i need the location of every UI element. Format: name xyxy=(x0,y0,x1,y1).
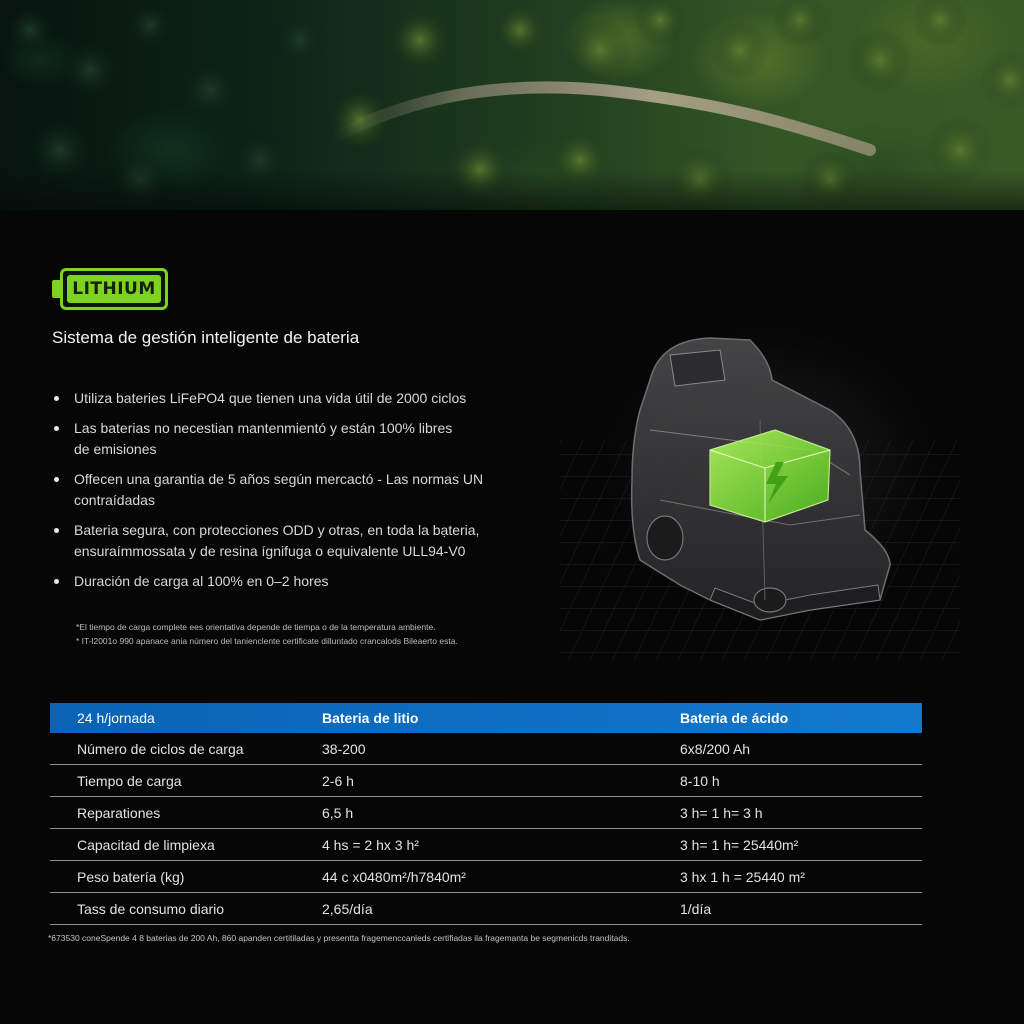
bullet-dot-icon xyxy=(54,396,59,401)
table-cell: 2-6 h xyxy=(322,772,354,789)
scrubber-machine-illustration xyxy=(560,300,960,660)
table-cell: Reparationes xyxy=(77,804,161,821)
bullet-text: de emisiones xyxy=(74,441,157,457)
column-header: Bateria de ácido xyxy=(680,710,789,726)
footnotes xyxy=(76,620,596,648)
bullet-text: ensuraímmossata y de resina ígnifuga o equivalente ULL94-V0 xyxy=(74,543,466,559)
table-row xyxy=(50,765,922,797)
column-header: Bateria de litio xyxy=(322,710,419,726)
table-cell: 3 h= 1 h= 3 h xyxy=(680,804,763,821)
feature-list xyxy=(52,388,552,601)
list-item xyxy=(52,571,552,592)
column-header: 24 h/jornada xyxy=(77,710,155,726)
table-row xyxy=(50,733,922,765)
table-cell: 2,65/día xyxy=(322,900,373,917)
table-header xyxy=(50,703,922,733)
bullet-text: Duración de carga al 100% en 0–2 hores xyxy=(74,573,329,589)
table-row xyxy=(50,797,922,829)
bullet-dot-icon xyxy=(54,426,59,431)
bullet-dot-icon xyxy=(54,477,59,482)
table-cell: 1/día xyxy=(680,900,712,917)
footnote-line: *El tiempo de carga complete ees orientativa depende de tiempa o de la temperatura ambiente. xyxy=(76,622,436,632)
table-footnote: *673530 coneSpende 4 8 baterias de 200 Ah, 860 apanden certitiladas y presentta fragemenccanleds certifiadas ila fragemanta be segmenicds tranditads. xyxy=(48,933,630,943)
lithium-battery-badge xyxy=(52,268,168,310)
list-item xyxy=(52,388,552,409)
table-cell: 6x8/200 Ah xyxy=(680,740,751,757)
bullet-text: Offecen una garantia de 5 años según mercactó - Las normas UN xyxy=(74,471,484,487)
list-item xyxy=(52,469,552,511)
bullet-dot-icon xyxy=(54,528,59,533)
comparison-table xyxy=(50,703,922,925)
table-cell: Tiempo de carga xyxy=(77,772,182,789)
table-cell: 3 h= 1 h= 25440m² xyxy=(680,836,799,853)
table-cell: 38-200 xyxy=(322,740,366,757)
bullet-text: contraídadas xyxy=(74,492,155,508)
list-item xyxy=(52,418,552,460)
table-cell: 4 hs = 2 hx 3 h² xyxy=(322,836,419,853)
table-cell: 8-10 h xyxy=(680,772,720,789)
table-cell: Número de ciclos de carga xyxy=(77,740,244,757)
list-item xyxy=(52,520,552,562)
aerial-forest-photo xyxy=(0,0,1024,210)
table-cell: Capacitad de limpiexa xyxy=(77,836,215,853)
table-cell: 6,5 h xyxy=(322,804,354,821)
footnote-line: * IT-l2001o 990 apanace ania número del tanienclente certificate dilluntado crancalods Bileaerto esta. xyxy=(76,636,458,646)
battery-badge-icon xyxy=(60,268,168,310)
table-cell: 44 c x0480m²/h7840m² xyxy=(322,868,466,885)
section-title: Sistema de gestión inteligente de bateria xyxy=(52,328,360,347)
table-row xyxy=(50,861,922,893)
bullet-text: Las baterias no necestian mantenmientó y están 100% libres xyxy=(74,420,453,436)
battery-terminal-icon xyxy=(52,280,60,298)
bullet-text: Utiliza bateries LiFePO4 que tienen una vida útil de 2000 ciclos xyxy=(74,390,467,406)
table-cell: Peso batería (kg) xyxy=(77,868,185,885)
bullet-text: Bateria segura, con protecciones ODD y otras, en toda la bạteria, xyxy=(74,522,480,538)
photo-fade xyxy=(0,170,1024,210)
table-cell: 3 hx 1 h = 25440 m² xyxy=(680,868,805,885)
bullet-dot-icon xyxy=(54,579,59,584)
table-cell: Tass de consumo diario xyxy=(77,900,225,917)
badge-label: LITHIUM xyxy=(67,275,161,303)
table-row xyxy=(50,829,922,861)
table-row xyxy=(50,893,922,925)
